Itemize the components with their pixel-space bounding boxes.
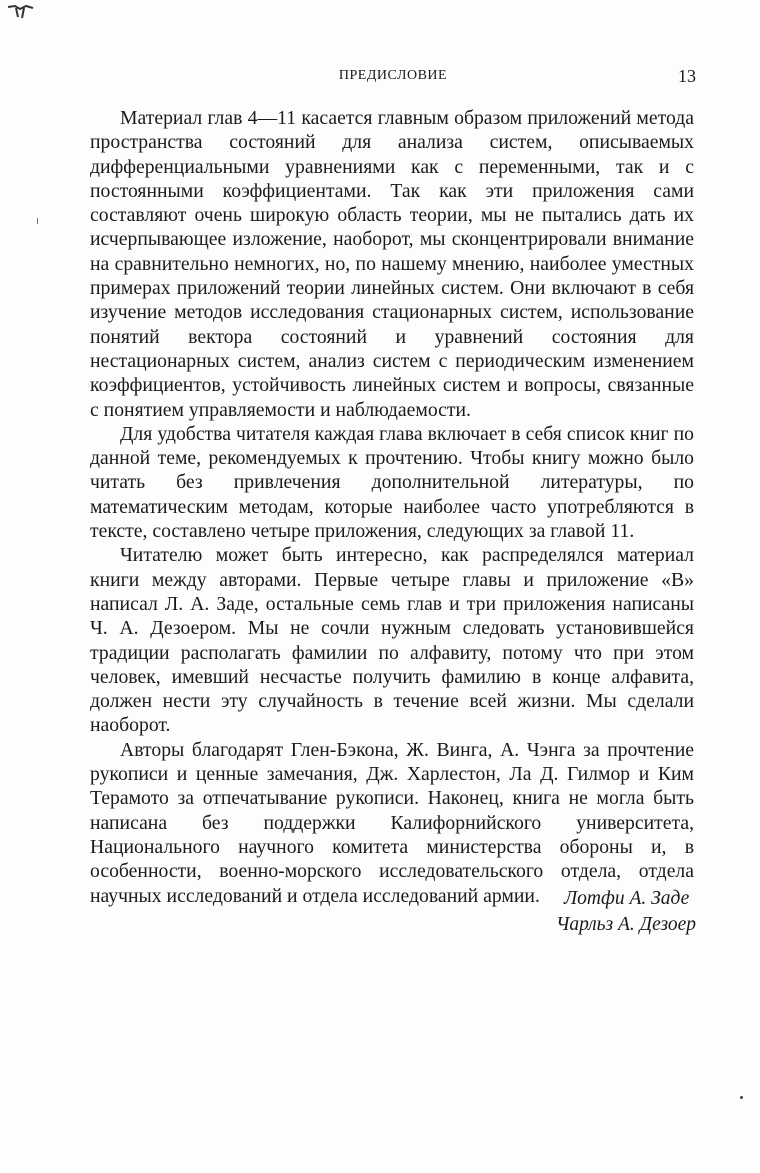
page-header bbox=[90, 66, 696, 88]
author-signatures bbox=[556, 886, 696, 938]
paragraph-1: Материал глав 4—11 касается главным образом приложений метода пространства состояний для анализа систем, описываемых дифференциальными уравнениями как с переменными, так и с постоянными коэффициентами. Так как эти приложения сами составляют очень широкую область теории, мы не пытались дать их исчерпывающее изложение, наоборот, мы сконцентрировали внимание на сравнительно немногих, но, по нашему мнению, наиболее уместных примерах приложений теории линейных систем. Они включают в себя изучение методов исследования стационарных систем, использование понятий вектора состояний и уравнений состояния для нестационарных систем, анализ систем с периодическим изменением коэффициентов, устойчивость линейных систем и вопросы, связанные с понятием управляемости и наблюдаемости. bbox=[90, 107, 694, 421]
page-number: 13 bbox=[678, 66, 696, 86]
scan-speck bbox=[740, 1096, 743, 1099]
corner-scan-mark bbox=[6, 4, 36, 20]
paragraph-2: Для удобства читателя каждая глава включает в себя список книг по данной теме, рекомендуемых к прочтению. Чтобы книгу можно было читать без привлечения дополнительной литературы, по математическим методам, которые наиболее часто употребляются в тексте, составлено четыре приложения, следующих за главой 11. bbox=[90, 422, 694, 543]
signature-zadeh: Лотфи А. Заде bbox=[563, 888, 690, 909]
paragraph-3: Читателю может быть интересно, как распределялся материал книги между авторами. Первые четыре главы и приложение «В» написал Л. А. Заде, остальные семь глав и три приложения написаны Ч. А. Дезоером. Мы не сочли нужным следовать установившейся традиции располагать фамилии по алфавиту, потому что при этом человек, имевший несчастье получить фамилию в конце алфавита, должен нести эту случайность в течение всей жизни. Мы сделали наоборот. bbox=[90, 544, 694, 737]
preface-body bbox=[90, 106, 694, 908]
running-title: ПРЕДИСЛОВИЕ bbox=[338, 68, 448, 83]
signature-desoer: Чарльз А. Дезоер bbox=[555, 914, 696, 935]
paragraph-4: Авторы благодарят Глен-Бэкона, Ж. Винга, А. Чэнга за прочтение рукописи и ценные замечания, Дж. Харлестон, Ла Д. Гилмор и Ким Терамото за отпечатывание рукописи. Наконец, книга не могла быть написана без поддержки Калифорнийского университета, Национального научного комитета министерства обороны и, в особенности, военно-морского исследовательского отдела, отдела научных исследований и отдела исследований армии. bbox=[90, 738, 694, 907]
margin-mark bbox=[37, 218, 38, 224]
